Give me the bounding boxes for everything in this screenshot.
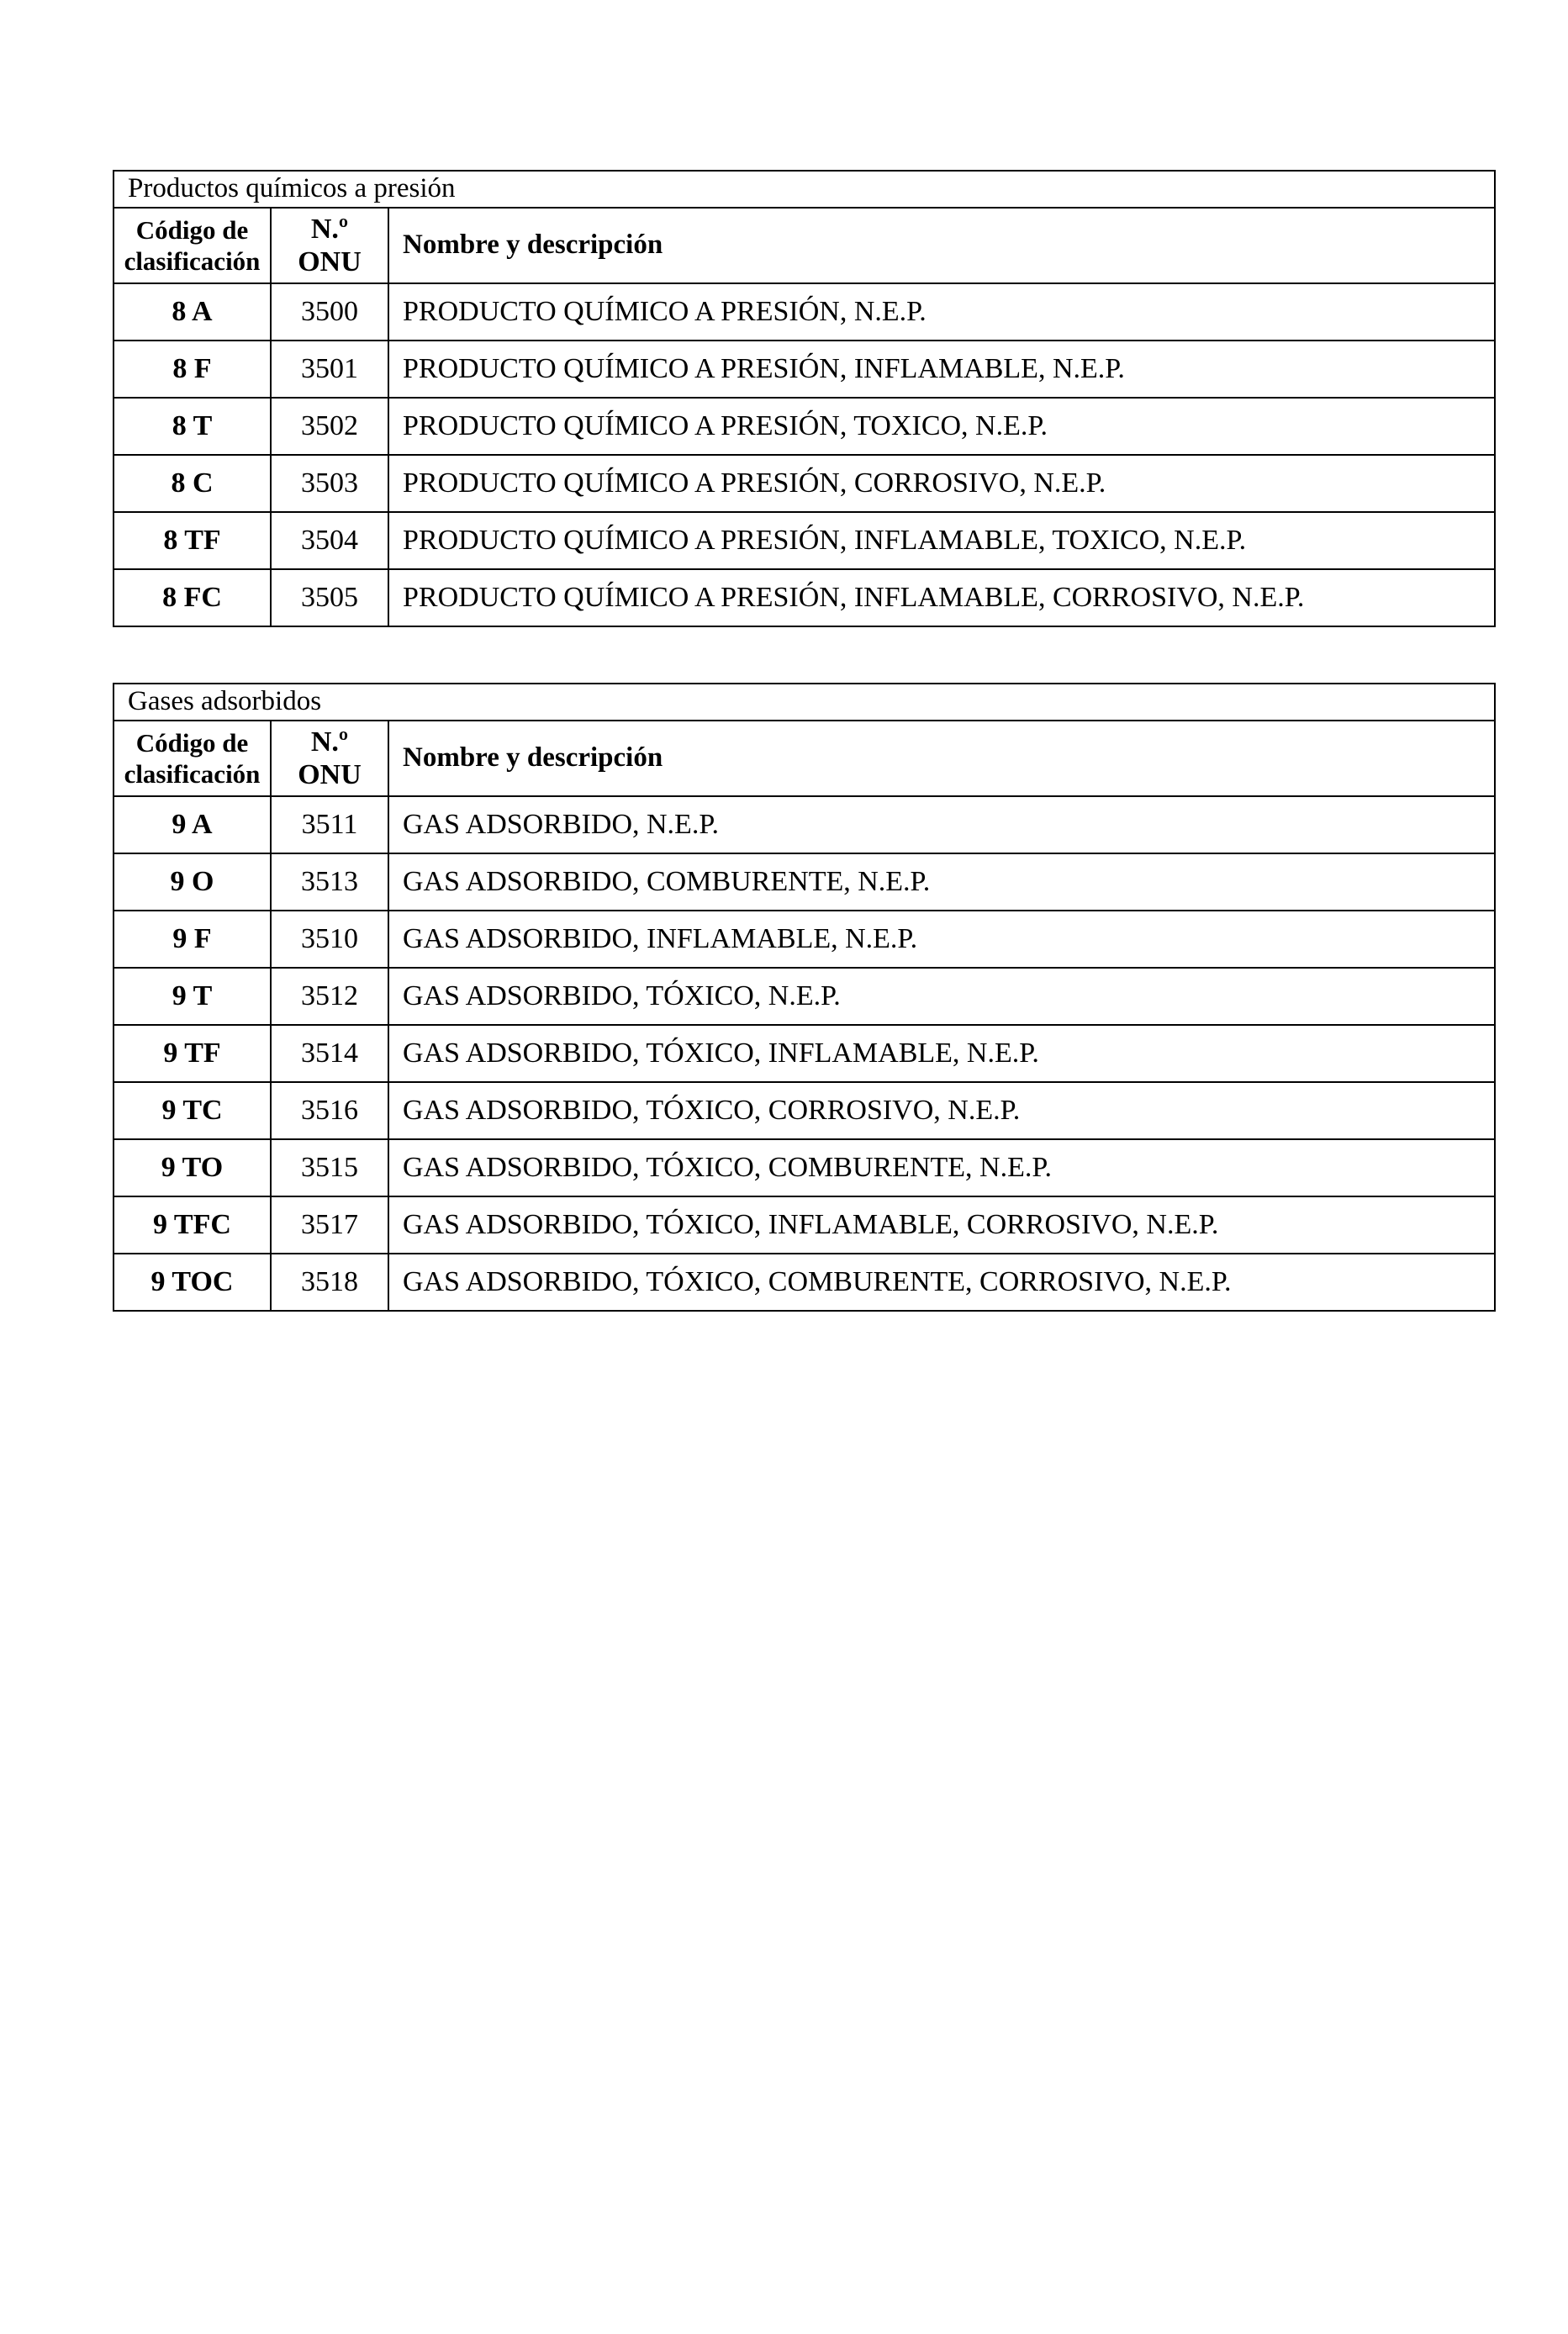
table-row: [114, 1254, 1495, 1311]
un-number: 3505: [271, 569, 388, 626]
column-header-code: [114, 208, 271, 283]
table-title: Gases adsorbidos: [114, 684, 1495, 721]
un-number: 3503: [271, 455, 388, 512]
column-header-onu-line1: N.º: [310, 726, 349, 758]
name-description: PRODUCTO QUÍMICO A PRESIÓN, INFLAMABLE, TOXICO, N.E.P.: [388, 512, 1495, 569]
un-number: 3511: [271, 796, 388, 853]
name-description: GAS ADSORBIDO, TÓXICO, COMBURENTE, N.E.P.: [388, 1139, 1495, 1196]
un-number: 3501: [271, 341, 388, 398]
table-row: [114, 512, 1495, 569]
column-header-code-line2: clasificación: [124, 246, 261, 276]
column-header-onu-line2: ONU: [298, 246, 362, 277]
classification-code: 9 TO: [114, 1139, 271, 1196]
classification-code: 9 F: [114, 911, 271, 968]
un-number: 3517: [271, 1196, 388, 1254]
name-description: PRODUCTO QUÍMICO A PRESIÓN, TOXICO, N.E.P.: [388, 398, 1495, 455]
column-header-code-line2: clasificación: [124, 759, 261, 789]
un-number: 3510: [271, 911, 388, 968]
table-row: [114, 398, 1495, 455]
name-description: GAS ADSORBIDO, INFLAMABLE, N.E.P.: [388, 911, 1495, 968]
chemical-under-pressure-table: [113, 170, 1496, 627]
classification-code: 9 O: [114, 853, 271, 911]
table-row: [114, 968, 1495, 1025]
name-description: PRODUCTO QUÍMICO A PRESIÓN, CORROSIVO, N.E.P.: [388, 455, 1495, 512]
name-description: PRODUCTO QUÍMICO A PRESIÓN, INFLAMABLE, CORROSIVO, N.E.P.: [388, 569, 1495, 626]
column-header-onu-line1: N.º: [310, 213, 349, 245]
name-description: GAS ADSORBIDO, TÓXICO, N.E.P.: [388, 968, 1495, 1025]
table-row: [114, 1196, 1495, 1254]
classification-code: 8 T: [114, 398, 271, 455]
table-row: [114, 911, 1495, 968]
classification-code: 9 A: [114, 796, 271, 853]
table-row: [114, 1025, 1495, 1082]
classification-code: 9 TFC: [114, 1196, 271, 1254]
table-row: [114, 1082, 1495, 1139]
column-header-name: Nombre y descripción: [388, 208, 1495, 283]
name-description: GAS ADSORBIDO, TÓXICO, COMBURENTE, CORROSIVO, N.E.P.: [388, 1254, 1495, 1311]
table-row: [114, 569, 1495, 626]
un-number: 3516: [271, 1082, 388, 1139]
classification-code: 9 TF: [114, 1025, 271, 1082]
name-description: GAS ADSORBIDO, TÓXICO, INFLAMABLE, N.E.P.: [388, 1025, 1495, 1082]
column-header-name: Nombre y descripción: [388, 721, 1495, 796]
un-number: 3500: [271, 283, 388, 341]
table-row: [114, 341, 1495, 398]
name-description: GAS ADSORBIDO, TÓXICO, CORROSIVO, N.E.P.: [388, 1082, 1495, 1139]
column-header-code-line1: Código de: [135, 727, 249, 758]
table-title: Productos químicos a presión: [114, 171, 1495, 208]
column-header-onu: [271, 208, 388, 283]
classification-code: 9 TC: [114, 1082, 271, 1139]
classification-code: 9 T: [114, 968, 271, 1025]
un-number: 3514: [271, 1025, 388, 1082]
table-title-row: [114, 684, 1495, 721]
un-number: 3504: [271, 512, 388, 569]
classification-code: 8 TF: [114, 512, 271, 569]
column-header-onu-line2: ONU: [298, 759, 362, 790]
table-row: [114, 283, 1495, 341]
table-row: [114, 455, 1495, 512]
table-row: [114, 853, 1495, 911]
table-header-row: [114, 208, 1495, 283]
column-header-code: [114, 721, 271, 796]
name-description: GAS ADSORBIDO, N.E.P.: [388, 796, 1495, 853]
classification-code: 8 C: [114, 455, 271, 512]
un-number: 3512: [271, 968, 388, 1025]
name-description: PRODUCTO QUÍMICO A PRESIÓN, INFLAMABLE, N.E.P.: [388, 341, 1495, 398]
name-description: GAS ADSORBIDO, TÓXICO, INFLAMABLE, CORROSIVO, N.E.P.: [388, 1196, 1495, 1254]
name-description: GAS ADSORBIDO, COMBURENTE, N.E.P.: [388, 853, 1495, 911]
classification-code: 8 A: [114, 283, 271, 341]
table-row: [114, 1139, 1495, 1196]
un-number: 3518: [271, 1254, 388, 1311]
un-number: 3502: [271, 398, 388, 455]
adsorbed-gases-table: [113, 683, 1496, 1312]
classification-code: 8 FC: [114, 569, 271, 626]
column-header-code-line1: Código de: [135, 214, 249, 245]
un-number: 3515: [271, 1139, 388, 1196]
name-description: PRODUCTO QUÍMICO A PRESIÓN, N.E.P.: [388, 283, 1495, 341]
table-row: [114, 796, 1495, 853]
table-header-row: [114, 721, 1495, 796]
table-title-row: [114, 171, 1495, 208]
classification-code: 8 F: [114, 341, 271, 398]
un-number: 3513: [271, 853, 388, 911]
classification-code: 9 TOC: [114, 1254, 271, 1311]
column-header-onu: [271, 721, 388, 796]
